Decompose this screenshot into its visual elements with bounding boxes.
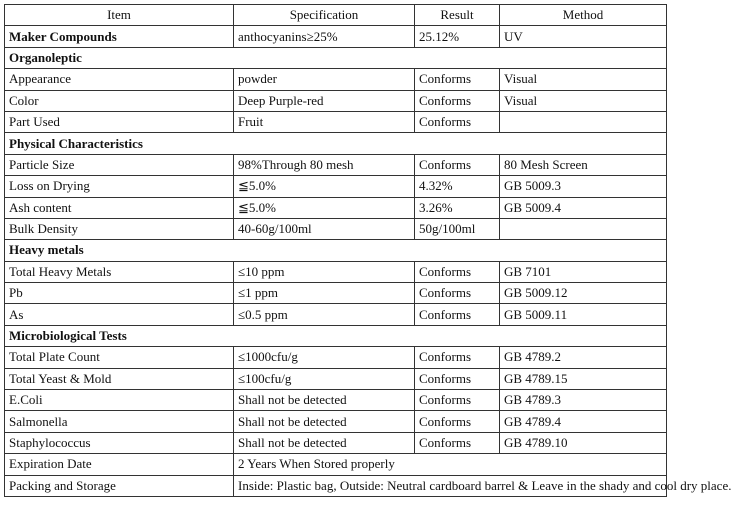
section-heading: Microbiological Tests — [5, 325, 667, 346]
header-specification: Specification — [234, 5, 415, 26]
table-row — [5, 111, 667, 132]
item-cell: Total Plate Count — [5, 347, 234, 368]
table-row — [5, 304, 667, 325]
section-row — [5, 325, 667, 346]
section-heading: Heavy metals — [5, 240, 667, 261]
specification-cell: 40-60g/100ml — [234, 218, 415, 239]
result-cell: Conforms — [415, 154, 500, 175]
item-cell: Appearance — [5, 69, 234, 90]
specification-cell: ≦5.0% — [234, 197, 415, 218]
section-row — [5, 47, 667, 68]
item-cell: Bulk Density — [5, 218, 234, 239]
section-heading: Organoleptic — [5, 47, 667, 68]
result-cell: Conforms — [415, 69, 500, 90]
specification-cell: Fruit — [234, 111, 415, 132]
specification-cell: Shall not be detected — [234, 390, 415, 411]
method-cell: 80 Mesh Screen — [500, 154, 667, 175]
table-body — [5, 26, 731, 497]
item-cell: E.Coli — [5, 390, 234, 411]
section-row — [5, 133, 667, 154]
method-cell: GB 4789.15 — [500, 368, 667, 389]
method-cell: GB 4789.10 — [500, 432, 667, 453]
item-cell: Loss on Drying — [5, 176, 234, 197]
specification-cell: anthocyanins≥25% — [234, 26, 415, 47]
item-cell: Particle Size — [5, 154, 234, 175]
table-row — [5, 390, 667, 411]
result-cell: Conforms — [415, 390, 500, 411]
method-cell: Visual — [500, 69, 667, 90]
specification-cell: ≤1 ppm — [234, 283, 415, 304]
specification-cell: 2 Years When Stored properly — [234, 454, 667, 475]
result-cell: Conforms — [415, 304, 500, 325]
result-cell: Conforms — [415, 111, 500, 132]
method-cell: GB 4789.2 — [500, 347, 667, 368]
header-method: Method — [500, 5, 667, 26]
method-cell: GB 5009.4 — [500, 197, 667, 218]
method-cell — [500, 218, 667, 239]
method-cell: GB 5009.11 — [500, 304, 667, 325]
table-row — [5, 347, 667, 368]
table-row — [5, 176, 667, 197]
result-cell: 25.12% — [415, 26, 500, 47]
specification-cell: Inside: Plastic bag, Outside: Neutral cardboard barrel & Leave in the shady and cool dry place. — [234, 475, 667, 496]
method-cell: Visual — [500, 90, 667, 111]
table-header-row — [5, 5, 667, 26]
specification-cell: Deep Purple-red — [234, 90, 415, 111]
result-cell: 3.26% — [415, 197, 500, 218]
result-cell: 50g/100ml — [415, 218, 500, 239]
table-row — [5, 90, 667, 111]
specification-cell: Shall not be detected — [234, 411, 415, 432]
table-row — [5, 261, 667, 282]
specification-cell: ≦5.0% — [234, 176, 415, 197]
table-row — [5, 218, 667, 239]
specification-cell: ≤100cfu/g — [234, 368, 415, 389]
method-cell: UV — [500, 26, 667, 47]
method-cell: GB 5009.12 — [500, 283, 667, 304]
result-cell: Conforms — [415, 261, 500, 282]
item-cell: Color — [5, 90, 234, 111]
item-cell: Salmonella — [5, 411, 234, 432]
result-cell: 4.32% — [415, 176, 500, 197]
specification-cell: 98%Through 80 mesh — [234, 154, 415, 175]
section-row — [5, 240, 667, 261]
item-cell: Packing and Storage — [5, 475, 234, 496]
result-cell: Conforms — [415, 368, 500, 389]
item-cell: Expiration Date — [5, 454, 234, 475]
table-row — [5, 411, 667, 432]
item-cell: Total Yeast & Mold — [5, 368, 234, 389]
item-cell: Ash content — [5, 197, 234, 218]
item-cell: As — [5, 304, 234, 325]
table-row — [5, 368, 667, 389]
method-cell: GB 4789.4 — [500, 411, 667, 432]
item-cell: Pb — [5, 283, 234, 304]
result-cell: Conforms — [415, 347, 500, 368]
table-row — [5, 454, 667, 475]
result-cell: Conforms — [415, 90, 500, 111]
specification-cell: Shall not be detected — [234, 432, 415, 453]
item-cell: Total Heavy Metals — [5, 261, 234, 282]
table-row — [5, 69, 667, 90]
specification-cell: ≤1000cfu/g — [234, 347, 415, 368]
table-row — [5, 154, 667, 175]
method-cell: GB 7101 — [500, 261, 667, 282]
result-cell: Conforms — [415, 432, 500, 453]
table-row — [5, 26, 667, 47]
table-row — [5, 283, 667, 304]
specification-table — [4, 4, 731, 497]
section-heading: Physical Characteristics — [5, 133, 667, 154]
specification-cell: powder — [234, 69, 415, 90]
specification-cell: ≤10 ppm — [234, 261, 415, 282]
item-cell: Part Used — [5, 111, 234, 132]
item-cell: Maker Compounds — [5, 26, 234, 47]
specification-cell: ≤0.5 ppm — [234, 304, 415, 325]
item-cell: Staphylococcus — [5, 432, 234, 453]
method-cell — [500, 111, 667, 132]
header-result: Result — [415, 5, 500, 26]
method-cell: GB 4789.3 — [500, 390, 667, 411]
result-cell: Conforms — [415, 411, 500, 432]
result-cell: Conforms — [415, 283, 500, 304]
table-row — [5, 432, 667, 453]
table-row — [5, 475, 667, 496]
header-item: Item — [5, 5, 234, 26]
table-row — [5, 197, 667, 218]
method-cell: GB 5009.3 — [500, 176, 667, 197]
